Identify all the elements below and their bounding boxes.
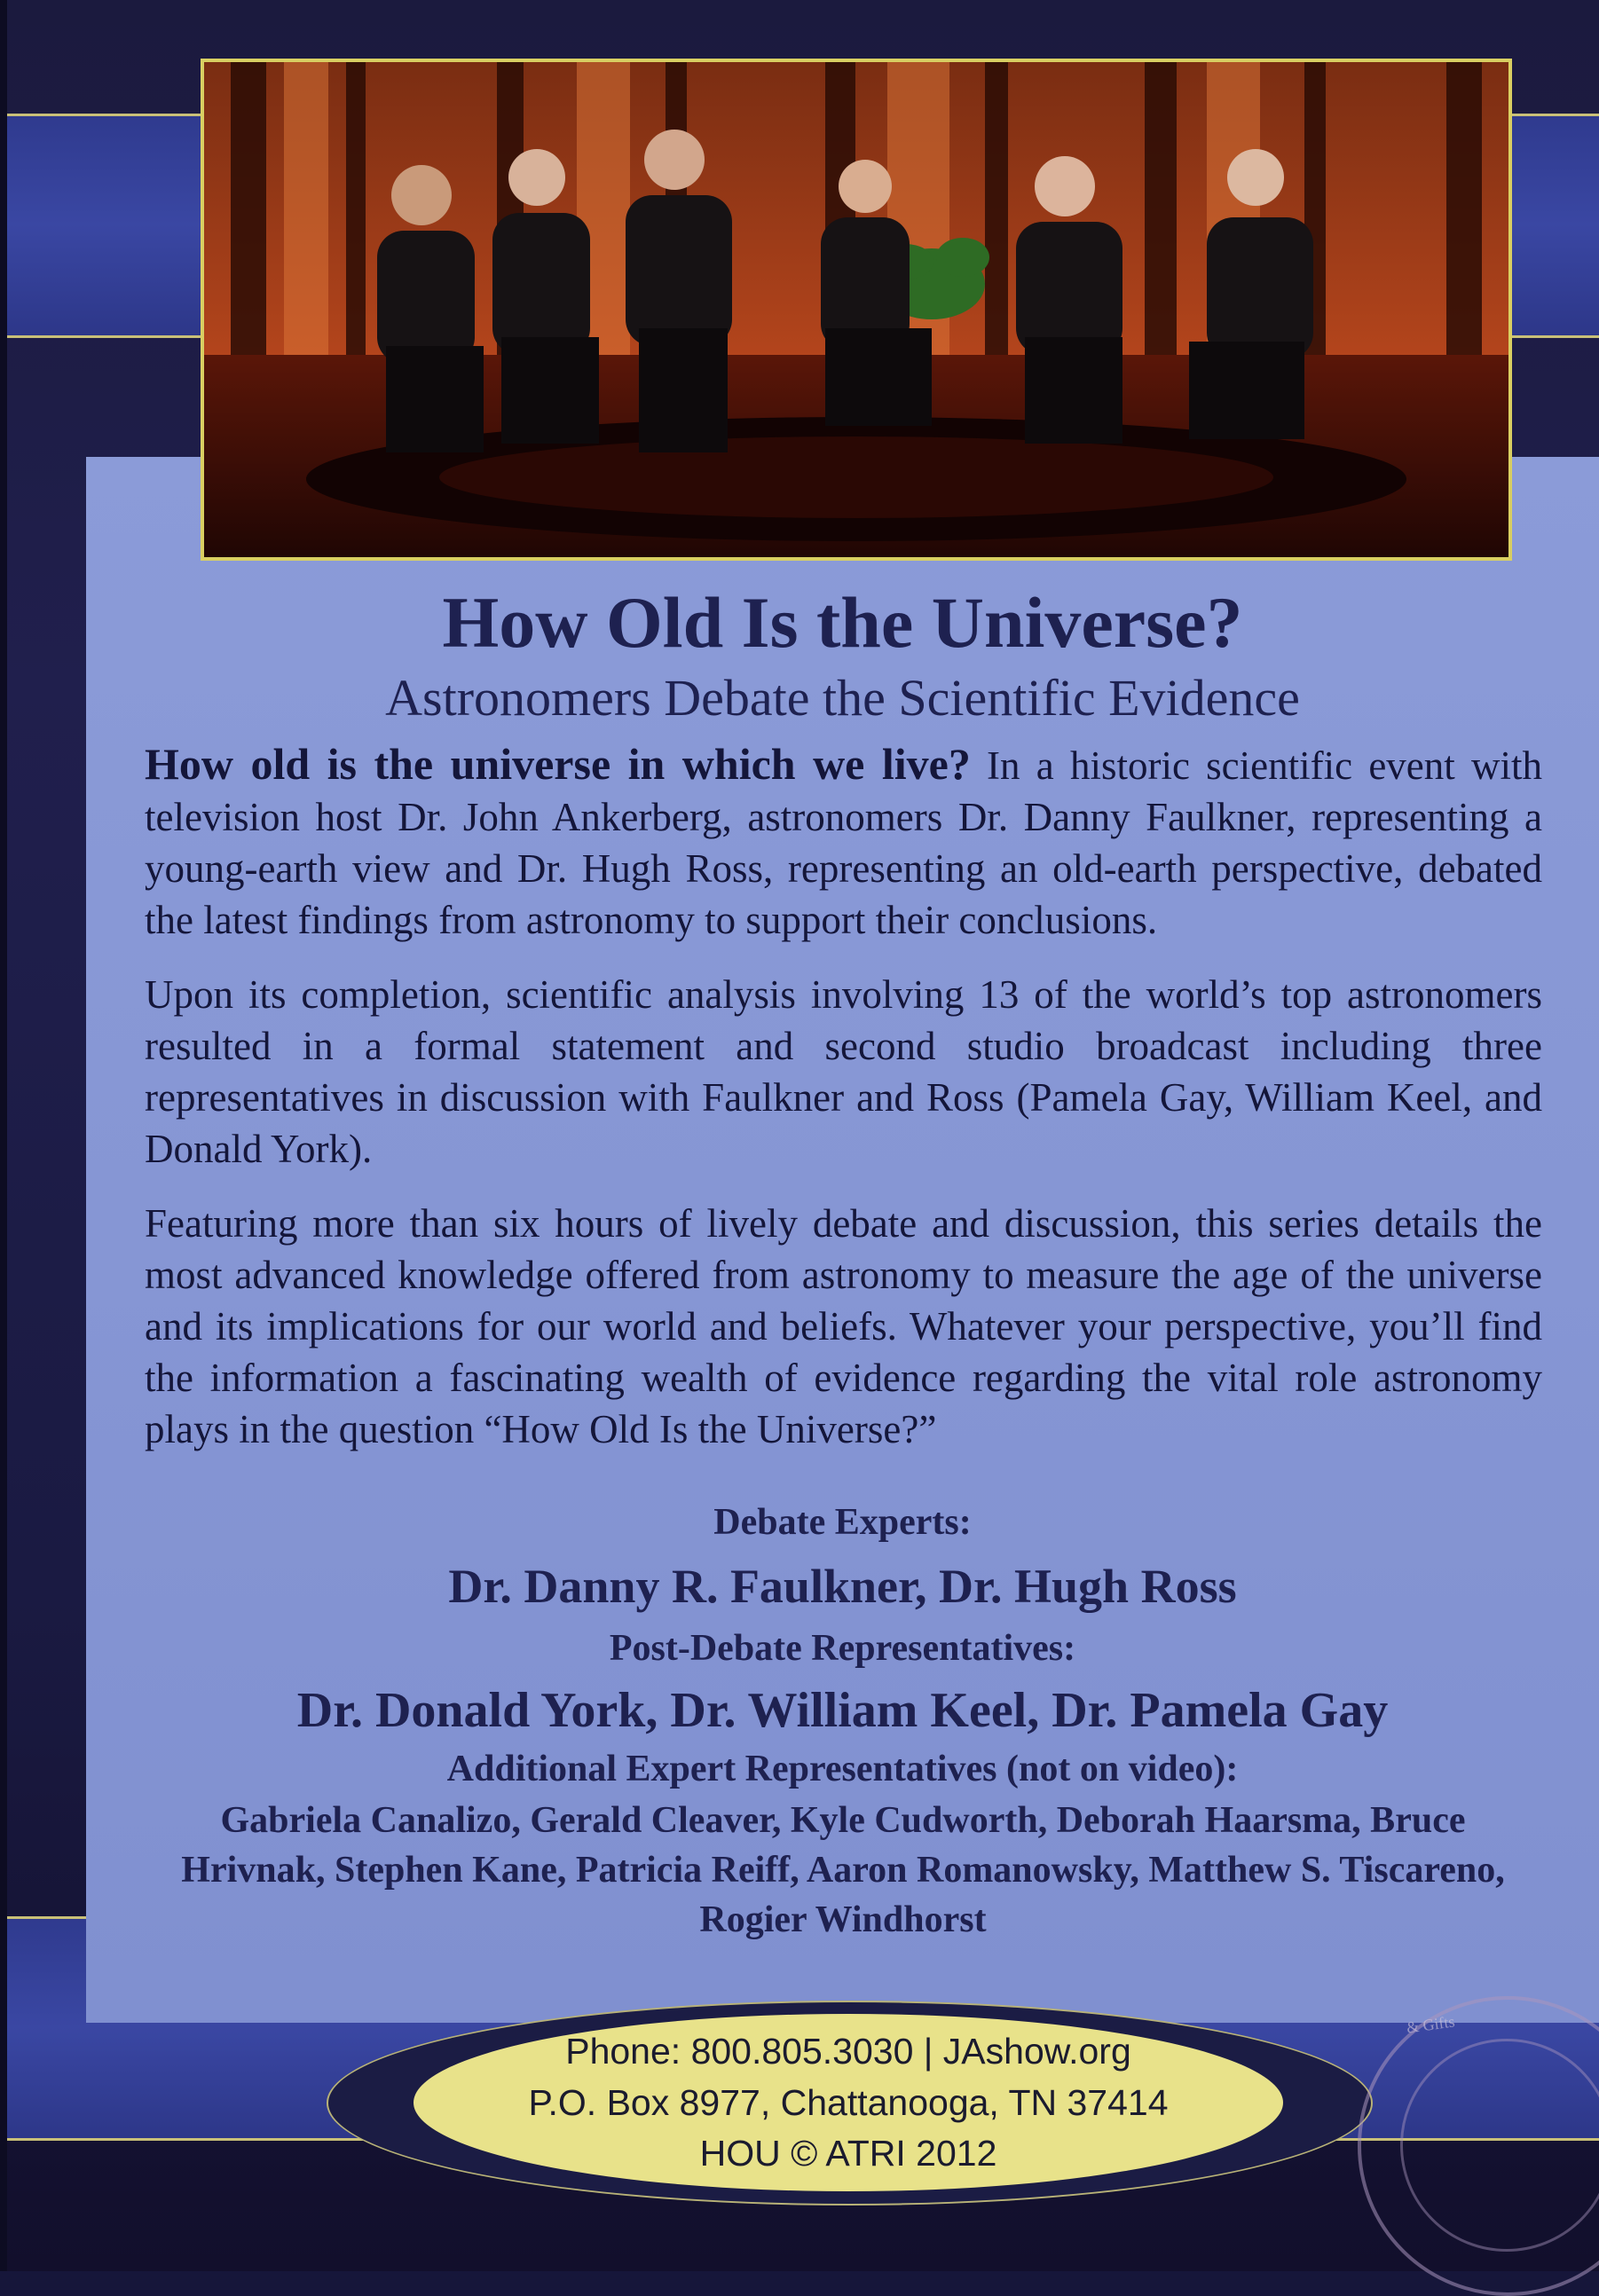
post-debate-heading: Post-Debate Representatives: bbox=[609, 1628, 1076, 1669]
page-title: How Old Is the Universe? bbox=[442, 582, 1243, 663]
store-stamp-inner bbox=[1400, 2039, 1599, 2252]
debate-experts-names: Dr. Danny R. Faulkner, Dr. Hugh Ross bbox=[448, 1560, 1237, 1613]
paragraph-intro bbox=[145, 738, 1542, 946]
intro-body: In a historic scientific event with television host Dr. John Ankerberg, astronomers Dr. Danny Faulkner, representing a young-earth view and Dr. Hugh Ross, representing an old-earth perspective, debated the latest findings from astronomy to support their conclusions. bbox=[145, 743, 1542, 942]
contact-phone-line: Phone: 800.805.3030 | JAshow.org bbox=[565, 2031, 1131, 2072]
paragraph-analysis: Upon its completion, scientific analysis involving 13 of the world’s top astronomers resulted in a formal statement and second studio broadcast including three representatives in discussion with Faulkner and Ross (Pamela Gay, William Keel, and Donald York). bbox=[145, 972, 1542, 1171]
copyright-line: HOU © ATRI 2012 bbox=[699, 2133, 997, 2174]
contact-address-line: P.O. Box 8977, Chattanooga, TN 37414 bbox=[528, 2082, 1169, 2123]
post-debate-names: Dr. Donald York, Dr. William Keel, Dr. Pamela Gay bbox=[296, 1683, 1389, 1738]
studio-photo bbox=[201, 59, 1512, 561]
studio-panel-illustration bbox=[204, 62, 1508, 557]
additional-experts-names: Gabriela Canalizo, Gerald Cleaver, Kyle Cudworth, Deborah Haarsma, Bruce Hrivnak, Stephen Kane, Patricia Reiff, Aaron Romanowsky, Matthew S. Tiscareno, Rogier Windhorst bbox=[181, 1800, 1505, 1940]
additional-experts-heading: Additional Expert Representatives (not on video): bbox=[446, 1749, 1239, 1789]
debate-experts-heading: Debate Experts: bbox=[713, 1502, 972, 1543]
page-subtitle: Astronomers Debate the Scientific Evidence bbox=[385, 669, 1300, 727]
left-edge bbox=[0, 0, 7, 2271]
paragraph-series: Featuring more than six hours of lively debate and discussion, this series details the most advanced knowledge offered from astronomy to measure the age of the universe and its implications for our world and beliefs. Whatever your perspective, you’ll find the information a fascinating wealth of evidence regarding the vital role astronomy plays in the question “How Old Is the Universe?” bbox=[145, 1201, 1542, 1451]
intro-lead: How old is the universe in which we live? bbox=[145, 739, 971, 789]
store-stamp-text: & Gifts bbox=[1405, 2012, 1456, 2037]
